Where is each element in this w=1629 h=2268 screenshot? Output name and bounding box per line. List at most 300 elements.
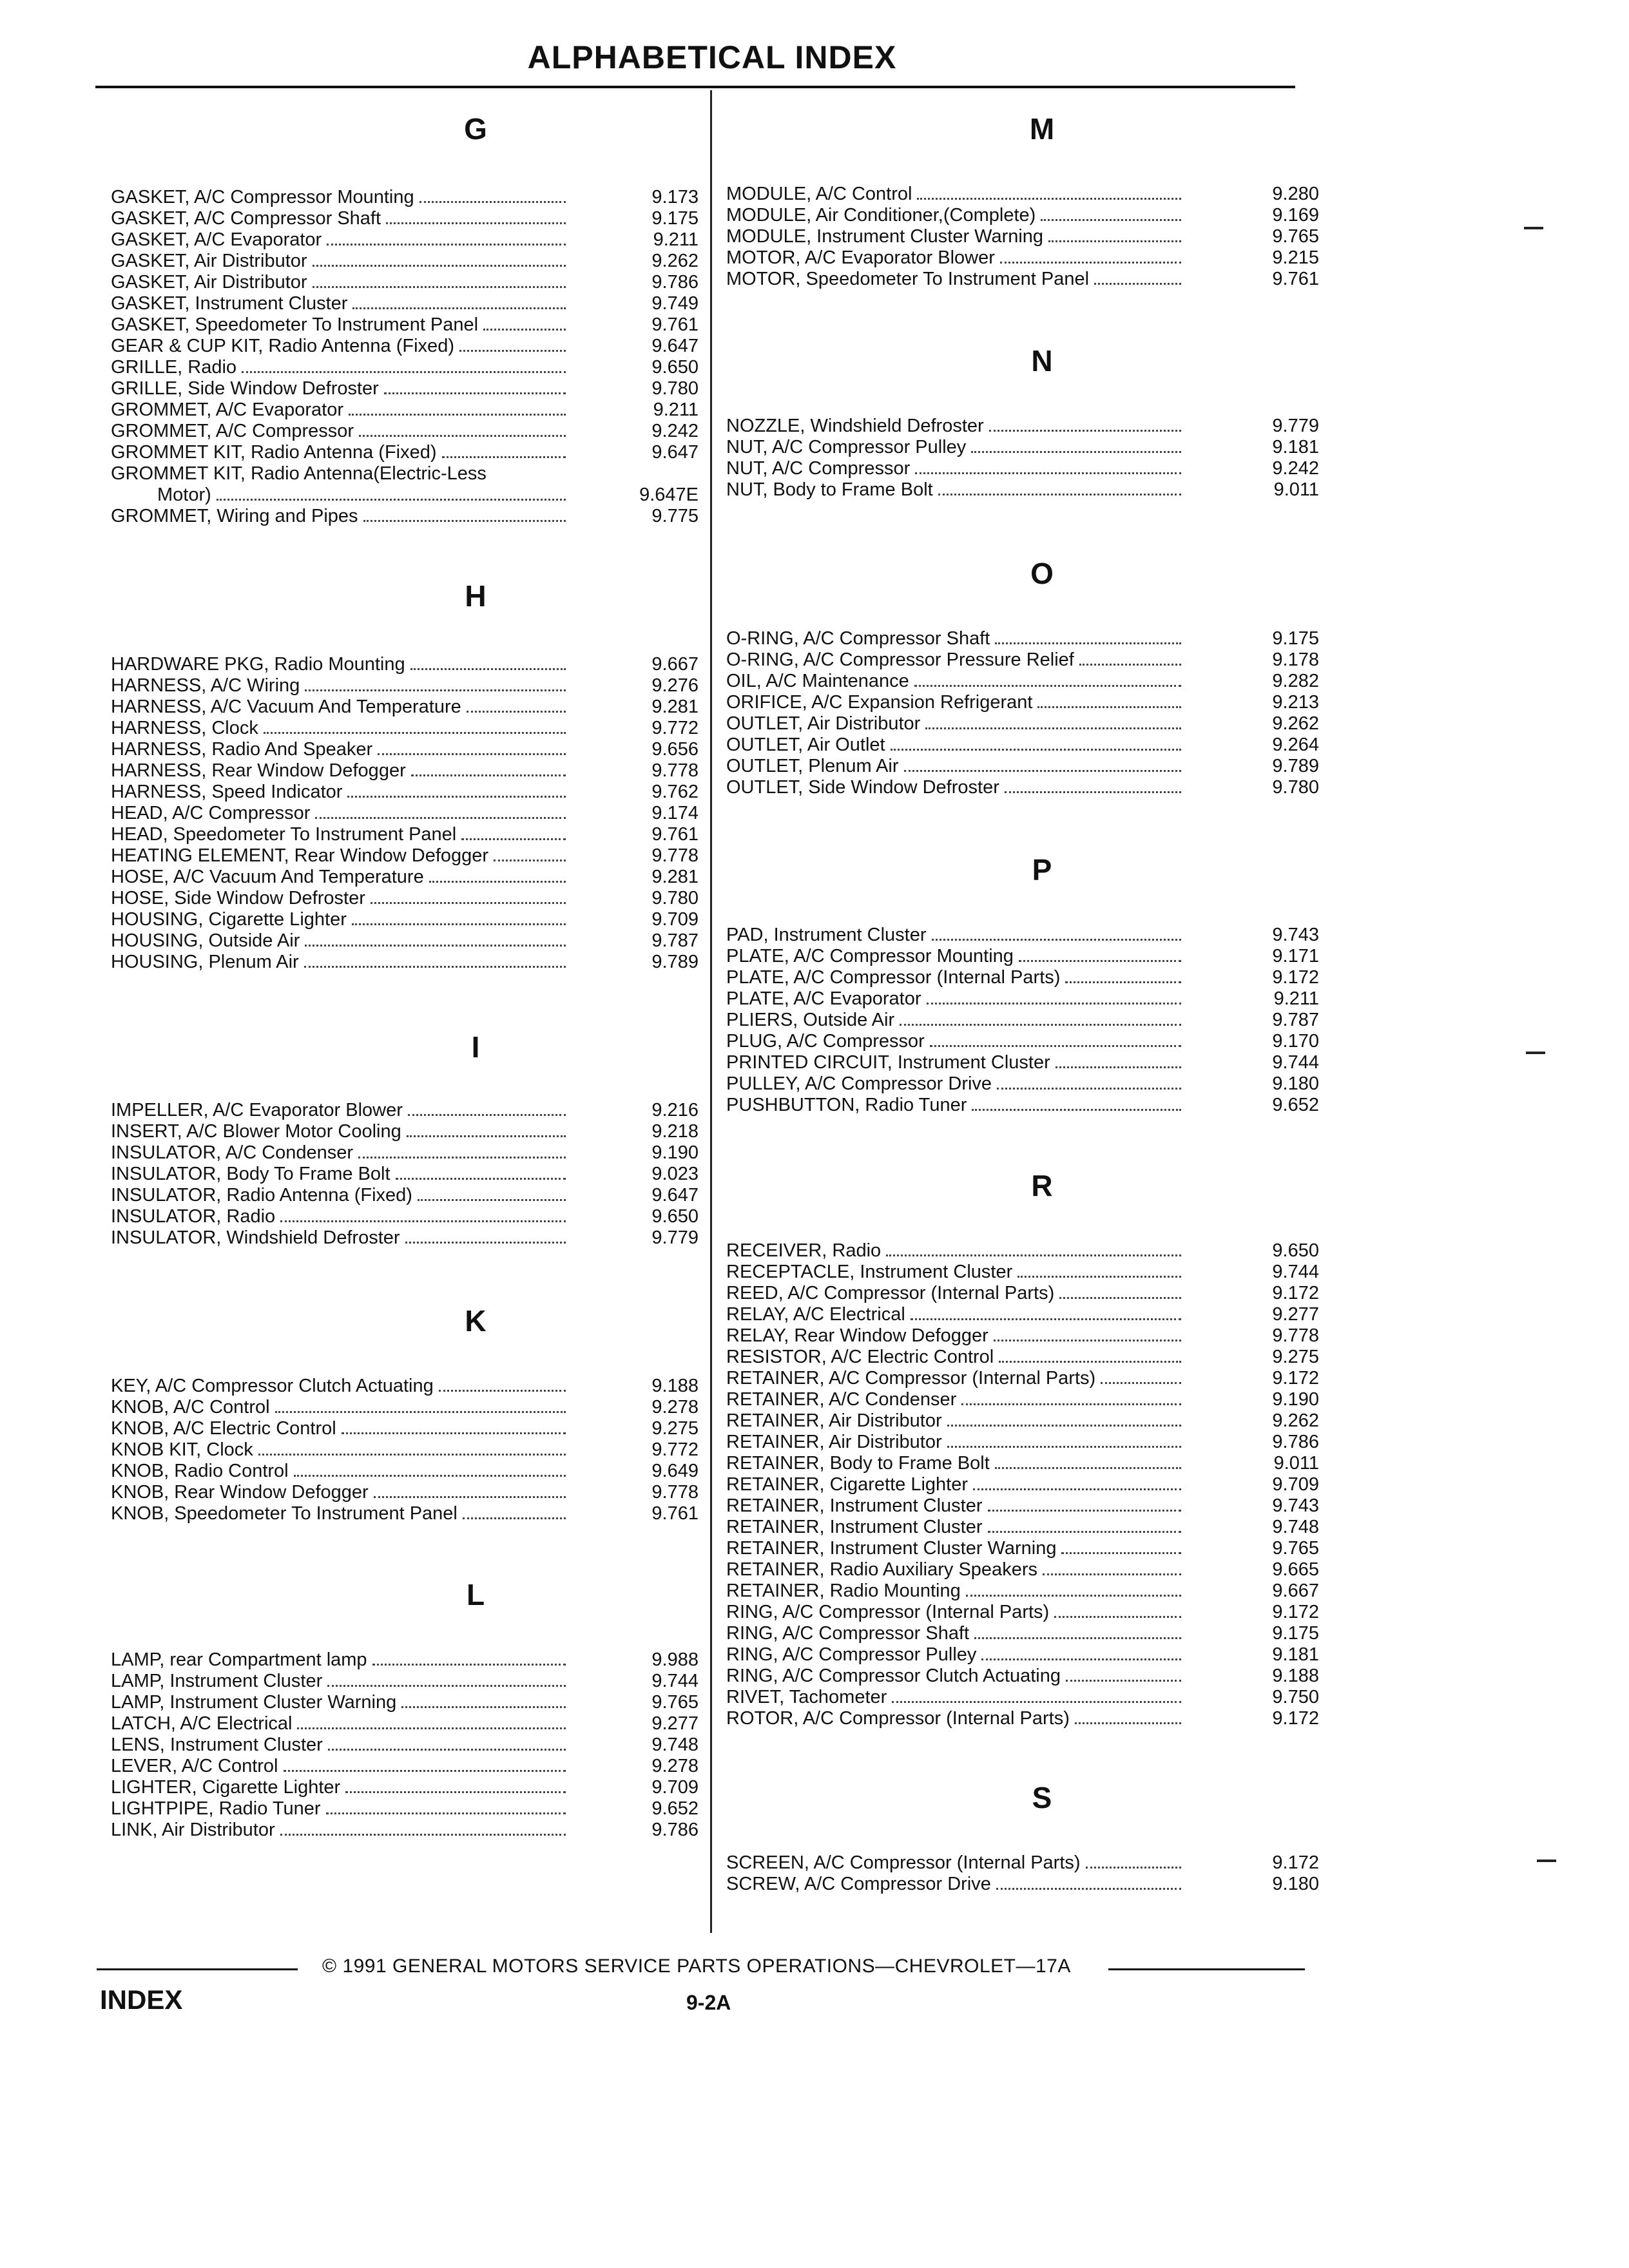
index-entry [111,1692,699,1713]
entry-page-number: 9.762 [651,782,699,802]
entry-page-number: 9.786 [651,272,699,293]
entry-page-number: 9.665 [1272,1559,1319,1580]
leader-dots [900,1024,1181,1026]
section-letter-g: G [464,112,487,146]
entry-name: KEY, A/C Compressor Clutch Actuating [111,1376,434,1396]
entry-page-number: 9.172 [1272,1368,1319,1389]
leader-dots [904,770,1181,772]
leader-dots [1059,1297,1181,1299]
entry-page-number: 9.787 [1272,1010,1319,1030]
entry-page-number: 9.275 [651,1418,699,1439]
entry-page-number: 9.652 [1272,1095,1319,1115]
entry-page-number: 9.180 [1272,1874,1319,1894]
entry-page-number: 9.173 [651,187,699,207]
leader-dots [442,456,566,458]
entry-page-number: 9.780 [651,378,699,399]
entry-page-number: 9.778 [651,845,699,866]
leader-dots [408,1114,566,1116]
entry-page-number: 9.779 [651,1227,699,1248]
entry-name: OUTLET, Plenum Air [726,756,899,776]
entry-name: KNOB, Speedometer To Instrument Panel [111,1503,458,1524]
entry-page-number: 9.709 [651,1777,699,1798]
leader-dots [1037,706,1181,708]
entry-page-number: 9.172 [1272,1283,1319,1303]
entry-page-number: 9.011 [1273,1453,1319,1474]
entry-page-number: 9.278 [651,1397,699,1418]
entry-page-number: 9.278 [651,1756,699,1776]
entry-name: KNOB, A/C Electric Control [111,1418,336,1439]
footer-rule-right [1108,1968,1305,1970]
entry-page-number: 9.709 [651,909,699,930]
entry-name: REED, A/C Compressor (Internal Parts) [726,1283,1055,1303]
index-list-n [726,416,1319,501]
index-entry [111,1482,699,1503]
entry-page-number: 9.988 [651,1649,699,1670]
entry-page-number: 9.190 [1272,1389,1319,1410]
entry-name: MODULE, A/C Control [726,184,912,204]
entry-name: NUT, A/C Compressor Pulley [726,437,967,457]
entry-name: RETAINER, Cigarette Lighter [726,1474,968,1495]
leader-dots [378,753,566,755]
leader-dots [297,1727,566,1729]
leader-dots [925,727,1181,729]
entry-page-number: 9.761 [651,1503,699,1524]
index-entry [726,226,1319,247]
entry-name: NUT, Body to Frame Bolt [726,479,933,500]
entry-page-number: 9.280 [1272,184,1319,204]
leader-dots [347,796,566,798]
index-entry [111,718,699,739]
entry-page-number: 9.169 [1272,205,1319,226]
leader-dots [411,774,566,776]
index-entry [111,357,699,378]
leader-dots [994,1340,1181,1341]
entry-page-number: 9.748 [651,1735,699,1755]
entry-page-number: 9.277 [1272,1304,1319,1325]
leader-dots [384,392,566,394]
leader-dots [1054,1616,1181,1618]
leader-dots [930,1045,1181,1047]
index-entry [726,1095,1319,1116]
entry-page-number: 9.778 [651,760,699,781]
leader-dots [358,1157,566,1158]
entry-page-number: 9.171 [1272,946,1319,966]
index-entry [726,479,1319,501]
footer-rule-left [97,1968,298,1970]
entry-name: RECEPTACLE, Instrument Cluster [726,1262,1013,1282]
leader-dots [349,414,566,416]
section-letter-s: S [1032,1781,1052,1814]
leader-dots [1094,283,1181,285]
index-entry [726,1474,1319,1495]
entry-name: RETAINER, Air Distributor [726,1410,942,1431]
index-entry [726,437,1319,458]
entry-name: SCREW, A/C Compressor Drive [726,1874,991,1894]
leader-dots [947,1425,1181,1427]
entry-name: GASKET, A/C Evaporator [111,229,322,250]
entry-name: GROMMET KIT, Radio Antenna(Electric-Less [111,463,487,484]
entry-name: LAMP, rear Compartment lamp [111,1649,367,1670]
entry-page-number: 9.178 [1272,649,1319,670]
index-entry [726,1347,1319,1368]
leader-dots [352,307,566,309]
entry-page-number: 9.749 [651,293,699,314]
entry-page-number: 9.211 [653,229,699,250]
entry-name: RIVET, Tachometer [726,1687,887,1707]
leader-dots [988,1510,1181,1512]
index-entry [111,336,699,357]
entry-page-number: 9.181 [1272,1644,1319,1665]
entry-page-number: 9.647 [651,442,699,463]
entry-page-number: 9.262 [1272,713,1319,734]
index-entry [726,777,1319,798]
leader-dots [264,732,566,734]
index-entry [726,735,1319,756]
leader-dots [258,1454,566,1456]
leader-dots [305,689,566,691]
leader-dots [947,1446,1181,1448]
entry-name: INSULATOR, Body To Frame Bolt [111,1164,390,1184]
leader-dots [1005,791,1181,793]
entry-page-number: 9.750 [1272,1687,1319,1707]
entry-name: O-RING, A/C Compressor Shaft [726,628,990,649]
index-entry [111,909,699,930]
entry-page-number: 9.744 [1272,1262,1319,1282]
leader-dots [1101,1382,1181,1384]
leader-dots [313,265,566,267]
entry-name: LENS, Instrument Cluster [111,1735,323,1755]
leader-dots [997,1088,1181,1090]
index-entry [726,1432,1319,1453]
entry-name: NOZZLE, Windshield Defroster [726,416,984,436]
entry-page-number: 9.709 [1272,1474,1319,1495]
entry-page-number: 9.175 [1272,1623,1319,1644]
entry-name: GROMMET, A/C Compressor [111,421,354,441]
leader-dots [974,1637,1181,1639]
entry-name: PLIERS, Outside Air [726,1010,895,1030]
entry-page-number: 9.650 [651,357,699,378]
index-entry [111,314,699,336]
margin-mark [1537,1860,1556,1862]
index-list-i [111,1100,699,1249]
entry-page-number: 9.188 [651,1376,699,1396]
entry-page-number: 9.277 [651,1713,699,1734]
index-entry [726,184,1319,205]
index-entry [726,1581,1319,1602]
section-letter-i: I [471,1030,480,1064]
entry-name: PAD, Instrument Cluster [726,925,927,945]
entry-page-number: 9.264 [1272,735,1319,755]
index-entry [726,1052,1319,1073]
leader-dots [1000,262,1181,264]
entry-name: PLATE, A/C Compressor (Internal Parts) [726,967,1061,988]
leader-dots [326,1812,566,1814]
index-entry [726,692,1319,713]
entry-name: LATCH, A/C Electrical [111,1713,293,1734]
leader-dots [981,1658,1181,1660]
entry-name: INSULATOR, Radio [111,1206,276,1227]
entry-page-number: 9.748 [1272,1517,1319,1537]
index-entry [111,824,699,845]
entry-name: ORIFICE, A/C Expansion Refrigerant [726,692,1033,713]
entry-page-number: 9.276 [651,675,699,696]
leader-dots [304,966,566,968]
entry-name: RETAINER, Radio Mounting [726,1581,961,1601]
index-entry [111,1100,699,1121]
entry-page-number: 9.647E [639,485,699,505]
entry-name: OUTLET, Side Window Defroster [726,777,999,798]
entry-name: HARNESS, A/C Wiring [111,675,300,696]
entry-page-number: 9.789 [651,952,699,972]
index-entry [726,1495,1319,1517]
entry-page-number: 9.216 [651,1100,699,1120]
index-entry [111,1142,699,1164]
index-entry [111,208,699,229]
index-entry [726,1517,1319,1538]
index-entry [726,1708,1319,1729]
entry-name: RESISTOR, A/C Electric Control [726,1347,994,1367]
leader-dots [328,1749,566,1751]
entry-page-number: 9.780 [651,888,699,908]
entry-page-number: 9.281 [651,867,699,887]
entry-page-number: 9.275 [1272,1347,1319,1367]
entry-name: GASKET, Speedometer To Instrument Panel [111,314,479,335]
index-entry [726,1031,1319,1052]
entry-name: PUSHBUTTON, Radio Tuner [726,1095,967,1115]
index-entry [111,1649,699,1671]
index-list-r [726,1240,1319,1729]
leader-dots [989,430,1181,432]
entry-name: GEAR & CUP KIT, Radio Antenna (Fixed) [111,336,454,356]
entry-page-number: 9.761 [651,824,699,845]
index-entry [726,1410,1319,1432]
entry-name: ROTOR, A/C Compressor (Internal Parts) [726,1708,1070,1729]
leader-dots [1048,240,1181,242]
entry-page-number: 9.744 [651,1671,699,1691]
index-list-k [111,1376,699,1524]
entry-page-number: 9.772 [651,718,699,738]
entry-name: HARNESS, Clock [111,718,258,738]
entry-page-number: 9.170 [1272,1031,1319,1052]
leader-dots [467,711,566,713]
entry-page-number: 9.779 [1272,416,1319,436]
entry-name: GROMMET, A/C Evaporator [111,399,343,420]
entry-page-number: 9.211 [1273,988,1319,1009]
entry-name: INSERT, A/C Blower Motor Cooling [111,1121,401,1142]
entry-page-number: 9.656 [651,739,699,760]
index-entry [726,713,1319,735]
index-entry [726,649,1319,671]
section-letter-k: K [465,1304,487,1338]
index-entry [111,1185,699,1206]
index-entry [726,967,1319,988]
entry-page-number: 9.744 [1272,1052,1319,1073]
entry-name: GROMMET KIT, Radio Antenna (Fixed) [111,442,437,463]
entry-name: GASKET, A/C Compressor Mounting [111,187,414,207]
leader-dots [352,923,566,925]
index-entry [726,416,1319,437]
entry-name: RETAINER, Air Distributor [726,1432,942,1452]
index-entry [726,1240,1319,1262]
leader-dots [386,222,566,224]
index-entry [111,930,699,952]
leader-dots [971,451,1181,453]
index-entry [111,506,699,527]
section-letter-p: P [1032,853,1052,887]
index-entry [111,1756,699,1777]
leader-dots [996,1888,1181,1890]
entry-page-number: 9.667 [651,654,699,675]
leader-dots [327,244,566,245]
entry-name: RETAINER, Instrument Cluster Warning [726,1538,1057,1559]
leader-dots [483,329,566,331]
section-letter-h: H [465,579,487,613]
leader-dots [932,939,1181,941]
entry-name: PRINTED CIRCUIT, Instrument Cluster [726,1052,1050,1073]
leader-dots [1086,1867,1181,1869]
index-entry [111,760,699,782]
entry-page-number: 9.787 [651,930,699,951]
entry-page-number: 9.218 [651,1121,699,1142]
index-entry [726,458,1319,479]
index-entry [111,1121,699,1142]
entry-page-number: 9.647 [651,1185,699,1206]
leader-dots [410,668,566,670]
index-entry [726,671,1319,692]
entry-page-number: 9.211 [653,399,699,420]
index-entry [111,421,699,442]
index-entry [111,378,699,399]
index-entry [726,925,1319,946]
leader-dots [463,1517,566,1519]
entry-name: NUT, A/C Compressor [726,458,911,479]
index-entry [111,739,699,760]
index-entry [726,1368,1319,1389]
entry-page-number: 9.175 [1272,628,1319,649]
index-entry [726,1644,1319,1666]
entry-page-number: 9.190 [651,1142,699,1163]
leader-dots [363,520,566,522]
entry-name: HEAD, A/C Compressor [111,803,311,823]
leader-dots [966,1595,1181,1597]
entry-page-number: 9.772 [651,1439,699,1460]
entry-page-number: 9.775 [651,506,699,526]
index-entry [111,1439,699,1461]
index-entry [111,229,699,251]
entry-name: HARNESS, Radio And Speaker [111,739,373,760]
entry-page-number: 9.172 [1272,967,1319,988]
entry-page-number: 9.011 [1273,479,1319,500]
index-entry [111,1798,699,1820]
entry-name: HARNESS, Speed Indicator [111,782,343,802]
section-letter-l: L [466,1578,485,1611]
leader-dots [1041,219,1181,221]
entry-page-number: 9.778 [1272,1325,1319,1346]
entry-name: GRILLE, Side Window Defroster [111,378,379,399]
entry-name: GASKET, Instrument Cluster [111,293,348,314]
entry-name: RING, A/C Compressor Pulley [726,1644,977,1665]
index-entry [111,1418,699,1439]
index-entry [111,697,699,718]
entry-name: PULLEY, A/C Compressor Drive [726,1073,992,1094]
entry-name: KNOB KIT, Clock [111,1439,253,1460]
leader-dots [242,371,566,373]
index-entry [111,867,699,888]
entry-page-number: 9.667 [1272,1581,1319,1601]
entry-page-number: 9.743 [1272,1495,1319,1516]
entry-page-number: 9.743 [1272,925,1319,945]
entry-name: GASKET, A/C Compressor Shaft [111,208,381,229]
entry-page-number: 9.647 [651,336,699,356]
leader-dots [439,1390,566,1392]
entry-page-number: 9.652 [651,1798,699,1819]
leader-dots [313,286,566,288]
index-entry [726,1687,1319,1708]
leader-dots [294,1475,566,1477]
leader-dots [1055,1066,1181,1068]
entry-name: RETAINER, A/C Compressor (Internal Parts) [726,1368,1096,1389]
leader-dots [315,817,566,819]
entry-name: MOTOR, Speedometer To Instrument Panel [726,269,1090,289]
index-entry [111,1227,699,1249]
leader-dots [999,1361,1181,1363]
index-list-h [111,654,699,973]
entry-name: LEVER, A/C Control [111,1756,278,1776]
index-entry [111,187,699,208]
index-entry [726,756,1319,777]
index-list-p [726,925,1319,1116]
index-entry [111,1713,699,1735]
leader-dots [217,499,566,501]
entry-name: RELAY, A/C Electrical [726,1304,905,1325]
entry-name: GASKET, Air Distributor [111,251,307,271]
entry-name: OUTLET, Air Distributor [726,713,921,734]
entry-name: OUTLET, Air Outlet [726,735,885,755]
index-entry [111,1735,699,1756]
index-entry [726,1073,1319,1095]
index-entry [111,1820,699,1841]
index-entry [726,1010,1319,1031]
index-entry [726,1304,1319,1325]
leader-dots [494,860,566,861]
leader-dots [911,1318,1181,1320]
entry-name: INSULATOR, Radio Antenna (Fixed) [111,1185,412,1206]
entry-name: LINK, Air Distributor [111,1820,275,1840]
leader-dots [961,1403,1181,1405]
entry-name: HARDWARE PKG, Radio Mounting [111,654,405,675]
entry-name: HARNESS, A/C Vacuum And Temperature [111,697,461,717]
index-entry [111,399,699,421]
leader-dots [1017,1276,1181,1278]
entry-name: HOSE, Side Window Defroster [111,888,365,908]
leader-dots [938,494,1181,495]
leader-dots [275,1411,566,1413]
margin-mark [1526,1052,1545,1054]
entry-page-number: 9.761 [1272,269,1319,289]
index-entry [726,1389,1319,1410]
index-entry [111,463,699,485]
entry-page-number: 9.765 [651,1692,699,1713]
index-entry [726,1262,1319,1283]
entry-name: LIGHTPIPE, Radio Tuner [111,1798,321,1819]
leader-dots [1061,1552,1181,1554]
index-entry [726,1852,1319,1874]
page-title: ALPHABETICAL INDEX [527,39,897,75]
leader-dots [1043,1573,1181,1575]
entry-name: HOUSING, Outside Air [111,930,300,951]
index-entry [111,1671,699,1692]
entry-page-number: 9.778 [651,1482,699,1503]
